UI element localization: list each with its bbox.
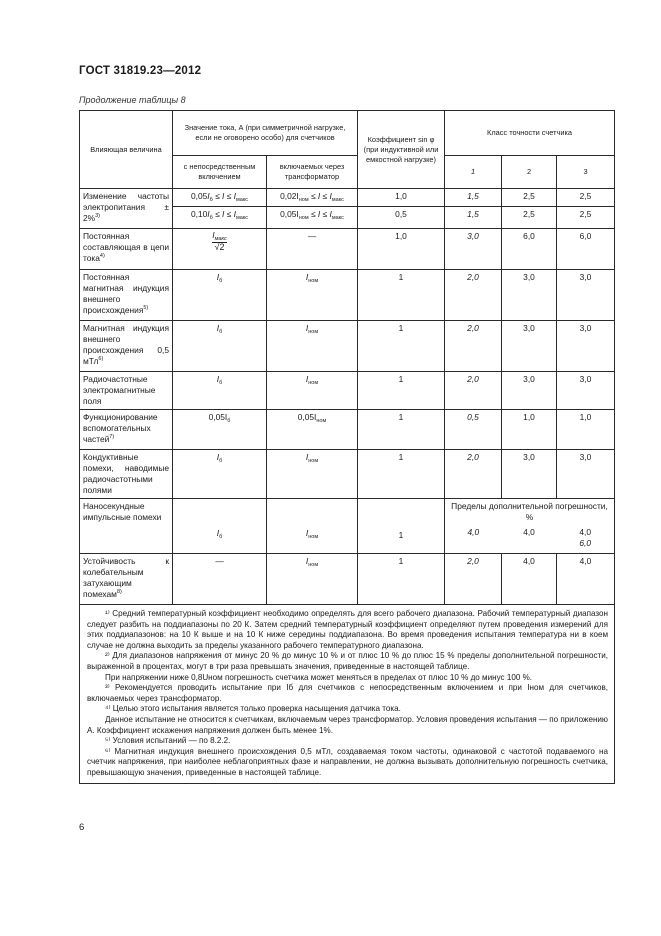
header-class-1: 1 <box>445 156 502 189</box>
header-transformer: включаемых через трансформатор <box>267 156 358 189</box>
header-current-value: Значение тока, А (при симметричной нагрузке, если не оговорено особо) для счетчиков <box>173 111 358 156</box>
row-label <box>80 189 173 229</box>
row-label <box>80 270 173 321</box>
row-label-text: Изменение частоты электропитания ± 2% <box>83 191 169 223</box>
class-2-cell: 6,0 <box>502 229 557 270</box>
transformer-current-cell <box>267 499 358 554</box>
header-influence: Влияющая величина <box>80 111 173 189</box>
current-subscript: ном <box>308 278 319 284</box>
class-1-cell: 2,0 <box>445 554 502 605</box>
footnote-ref: 7) <box>109 434 115 440</box>
class-1-cell: 0,5 <box>445 410 502 450</box>
class-1-cell: 1,5 <box>445 189 502 207</box>
current-value: I <box>216 452 220 462</box>
current-subscript: ном <box>298 197 309 203</box>
class-1-cell: 4,0 <box>467 527 480 537</box>
sin-cell: 1 <box>358 450 445 499</box>
current-subscript: макс <box>235 197 248 203</box>
transformer-current-cell <box>267 270 358 321</box>
header-direct: с непосредственным включением <box>173 156 267 189</box>
impulse-values <box>445 527 614 549</box>
current-subscript: ном <box>308 534 319 540</box>
row-label-text: Постоянная составляющая в цепи тока <box>83 231 169 263</box>
sin-value: 1 <box>398 530 404 540</box>
table-row <box>80 554 615 605</box>
class-2-cell: 2,5 <box>502 189 557 207</box>
current-value: 0,05 <box>190 191 208 201</box>
current-subscript: макс <box>331 197 344 203</box>
class-1-cell: 1,5 <box>445 207 502 229</box>
current-subscript: б <box>227 418 231 424</box>
current-value: I <box>216 528 220 538</box>
current-value: 0,02I <box>280 191 299 201</box>
current-subscript: макс <box>235 215 248 221</box>
current-value: I <box>305 556 309 566</box>
footnote-ref: 8) <box>116 589 122 595</box>
direct-current-cell <box>173 229 267 270</box>
table-caption: Продолжение таблицы 8 <box>79 95 186 105</box>
current-value: 0,10 <box>190 209 208 219</box>
current-value: I <box>305 528 309 538</box>
current-subscript: ном <box>298 215 309 221</box>
footnote-ref: 6) <box>98 356 104 362</box>
header-class-2: 2 <box>502 156 557 189</box>
row-label-text: Постоянная магнитная индукция внешнего происхождения <box>83 272 169 315</box>
row-label <box>80 372 173 410</box>
sin-cell: 1 <box>358 321 445 372</box>
current-value: I <box>216 374 220 384</box>
class-2-cell: 3,0 <box>502 321 557 372</box>
impulse-limits-note: Пределы дополнительной погрешности, % <box>451 501 608 522</box>
class-3-cell: 1,0 <box>557 410 615 450</box>
current-subscript: ном <box>308 380 319 386</box>
fraction <box>212 231 226 252</box>
row-label <box>80 554 173 605</box>
row-label-text: Функционирование вспомогательных частей <box>83 412 158 444</box>
direct-current-cell: — <box>173 554 267 605</box>
transformer-current-cell <box>267 410 358 450</box>
direct-current-cell: $0,10I_б \le I \le I_{макс}$ <box>173 207 267 229</box>
notes-cell <box>80 605 615 784</box>
transformer-current-cell <box>267 554 358 605</box>
current-subscript: б <box>219 534 223 540</box>
footnote-2: ²⁾ Для диапазонов напряжения от минус 20 % до минус 10 % и от плюс 10 % до плюс 15 % пределы дополнительной погрешности, выраженной в процентах, могут в три раза превышать значения, приведенные в настоящей таблице. <box>87 651 609 671</box>
current-subscript: ном <box>308 329 319 335</box>
current-value: I <box>216 272 220 282</box>
class-3-cell: 2,5 <box>557 207 615 229</box>
header-accuracy: Класс точности счетчика <box>445 111 615 156</box>
class-2-cell: 2,5 <box>502 207 557 229</box>
fraction-numerator: I <box>212 230 215 240</box>
class-1-cell: 3,0 <box>445 229 502 270</box>
direct-current-cell <box>173 270 267 321</box>
class-3-cell: 2,5 <box>557 189 615 207</box>
transformer-current-cell <box>267 372 358 410</box>
sin-cell: 1 <box>358 372 445 410</box>
class-2-cell: 4,0 <box>523 527 535 537</box>
class-2-cell: 3,0 <box>502 270 557 321</box>
current-value: 0,05I <box>280 209 299 219</box>
current-subscript: б <box>209 215 213 221</box>
current-subscript: б <box>219 278 223 284</box>
class-3-cell: 4,0 <box>557 554 615 605</box>
data-table <box>79 110 615 784</box>
table-row <box>80 450 615 499</box>
class-1-cell: 2,0 <box>445 270 502 321</box>
class-2-cell: 3,0 <box>502 372 557 410</box>
class-2-cell: 3,0 <box>502 450 557 499</box>
current-range: ≤ I ≤ I <box>308 191 332 201</box>
footnote-ref: 5) <box>143 305 149 311</box>
document-header: ГОСТ 31819.23—2012 <box>79 65 202 77</box>
class-1-cell: 2,0 <box>445 321 502 372</box>
class-1-cell: 2,0 <box>445 372 502 410</box>
class-3-value: 4,0 <box>579 527 592 537</box>
class-3-cell: 3,0 <box>557 321 615 372</box>
row-label <box>80 410 173 450</box>
current-subscript: ном <box>316 418 327 424</box>
current-value: I <box>305 374 309 384</box>
transformer-current-cell: — <box>267 229 358 270</box>
table-row <box>80 189 615 207</box>
direct-current-cell <box>173 499 267 554</box>
current-value: I <box>305 452 309 462</box>
fraction-denominator: √2 <box>212 242 226 252</box>
current-subscript: б <box>219 380 223 386</box>
impulse-limits-cell <box>445 499 615 554</box>
footnote-1: ¹⁾ Средний температурный коэффициент необходимо определять для всего рабочего диапазона. Рабочий температурный диапазон следует разбить на поддиапазоны по 20 К. Затем средний температурный коэффициент определяют путем проведения измерений для этих поддиапазонов: на 10 К выше и на 10 К ниже середины поддиапазона. Во время проведения испытания температура ни в коем случае не должна выходить за пределы указанного рабочего температурного диапазона. <box>87 609 609 650</box>
sin-cell: 1 <box>358 410 445 450</box>
current-range: ≤ I ≤ I <box>308 209 332 219</box>
footnote-5: ⁵⁾ Условия испытаний — по 8.2.2. <box>105 736 231 746</box>
current-value: I <box>305 323 309 333</box>
current-value: I <box>216 323 220 333</box>
current-range: ≤ I ≤ I <box>212 191 236 201</box>
table-row <box>80 270 615 321</box>
row-label <box>80 450 173 499</box>
current-subscript: ном <box>308 562 319 568</box>
sin-cell <box>358 499 445 554</box>
direct-current-cell <box>173 372 267 410</box>
footnote-4-cont: Данное испытание не относится к счетчикам, включаемым через трансформатор. Условия проведения испытания — по приложению А. Коэффициент искажения напряжения должен быть менее 1%. <box>87 714 609 735</box>
header-class-3: 3 <box>557 156 615 189</box>
current-subscript: б <box>209 197 213 203</box>
sin-cell: 0,5 <box>358 207 445 229</box>
current-subscript: б <box>219 458 223 464</box>
transformer-current-cell <box>267 450 358 499</box>
row-label-text: Магнитная индукция внешнего происхождения 0,5 мТл <box>83 323 169 366</box>
notes-row <box>80 605 615 784</box>
footnote-3: ³⁾ Рекомендуется проводить испытание при Iб для счетчиков с непосредственным включением и при Iном для счетчиков, включаемых через трансформатор. <box>87 683 609 703</box>
current-subscript: макс <box>214 236 227 242</box>
class-3-cell: 3,0 <box>557 372 615 410</box>
direct-current-cell <box>173 410 267 450</box>
table-header-row <box>80 111 615 156</box>
table-row <box>80 372 615 410</box>
row-label-text: Радиочастотные электромагнитные поля <box>83 374 156 406</box>
current-subscript: ном <box>308 458 319 464</box>
direct-current-cell: $0,05I_б \le I \le I_{макс}$ <box>173 189 267 207</box>
row-label <box>80 229 173 270</box>
current-range: ≤ I ≤ I <box>212 209 236 219</box>
footnote-ref: 4) <box>99 253 105 259</box>
current-subscript: макс <box>331 215 344 221</box>
class-3-cell: 6,0 <box>557 229 615 270</box>
class-3-cell: 3,0 <box>557 450 615 499</box>
class-2-cell: 1,0 <box>502 410 557 450</box>
footnote-2-cont: При напряжении ниже 0,8Uном погрешность счетчика может меняться в пределах от плюс 10 % до минус 100 %. <box>105 672 533 682</box>
transformer-current-cell <box>267 207 358 229</box>
footnote-6: ⁶⁾ Магнитная индукция внешнего происхождения 0,5 мТл, создаваемая током частоты, одинаковой с частотой подаваемого на счетчик напряжения, при наиболее неблагоприятных фазе и направлении, не должна вызывать дополнительную погрешность счетчика, превышающую значения, приведенные в настоящей таблице. <box>87 746 609 777</box>
table-row <box>80 321 615 372</box>
current-subscript: б <box>219 329 223 335</box>
row-label-text: Устойчивость к колебательным затухающим помехам <box>83 556 169 599</box>
current-value: 0,05I <box>208 412 228 422</box>
sin-cell: 1,0 <box>358 229 445 270</box>
sin-cell: 1 <box>358 554 445 605</box>
page-number: 6 <box>79 822 85 833</box>
class-3-value-alt: 6,0 <box>579 538 592 548</box>
table-row <box>80 229 615 270</box>
header-coefficient: Коэффициент sin φ (при индуктивной или емкостной нагрузке) <box>358 111 445 189</box>
transformer-current-cell <box>267 189 358 207</box>
class-3-cell <box>556 527 614 549</box>
current-value: 0,05I <box>297 412 317 422</box>
footnote-ref: 3) <box>95 213 100 219</box>
direct-current-cell <box>173 450 267 499</box>
sin-cell: 1,0 <box>358 189 445 207</box>
class-2-cell: 4,0 <box>502 554 557 605</box>
class-1-cell: 2,0 <box>445 450 502 499</box>
sin-cell: 1 <box>358 270 445 321</box>
current-value: I <box>305 272 309 282</box>
row-label-text: Кондуктивные помехи, наводимые радиочастотными полями <box>83 452 169 495</box>
row-label-text: Наносекундные импульсные помехи <box>83 501 162 522</box>
table-row <box>80 499 615 554</box>
row-label <box>80 321 173 372</box>
transformer-current-cell <box>267 321 358 372</box>
direct-current-cell <box>173 321 267 372</box>
row-label <box>80 499 173 554</box>
footnote-4: ⁴⁾ Целью этого испытания является только проверка насыщения датчика тока. <box>105 704 401 714</box>
class-3-cell: 3,0 <box>557 270 615 321</box>
table-row <box>80 410 615 450</box>
